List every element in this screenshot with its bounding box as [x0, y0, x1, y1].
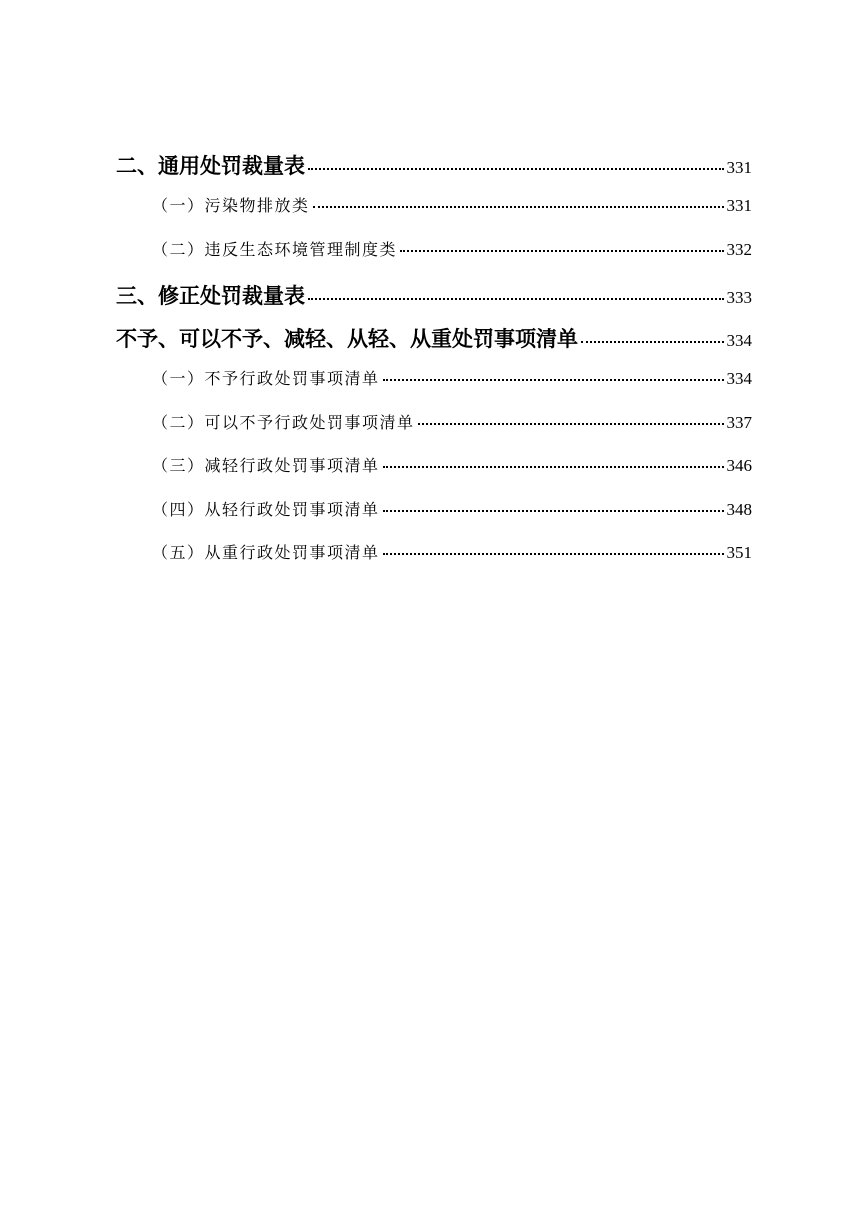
- toc-entry-mitigated-penalty-list[interactable]: [116, 453, 752, 497]
- toc-entry-title: 二、通用处罚裁量表: [116, 153, 305, 178]
- toc-entry-page-number: 337: [726, 412, 752, 432]
- toc-entry-management-violation[interactable]: [116, 237, 752, 281]
- toc-dot-leader: [383, 466, 724, 468]
- toc-entry-page-number: 333: [726, 288, 752, 307]
- toc-entry-page-number: 331: [726, 158, 752, 177]
- toc-entry-title: （一）不予行政处罚事项清单: [152, 369, 380, 388]
- toc-entry-title: （五）从重行政处罚事项清单: [152, 543, 380, 562]
- toc-dot-leader: [313, 206, 724, 208]
- toc-entry-page-number: 331: [726, 196, 752, 215]
- toc-entry-page-number: 346: [726, 456, 752, 475]
- toc-entry-title: （四）从轻行政处罚事项清单: [152, 499, 380, 519]
- toc-entry-page-number: 332: [726, 239, 752, 259]
- toc-entry-lighter-penalty-list[interactable]: [116, 497, 752, 541]
- toc-dot-leader: [383, 510, 724, 512]
- toc-entry-title: （一）污染物排放类: [152, 196, 310, 215]
- toc-dot-leader: [308, 168, 724, 170]
- toc-entry-title: （二）可以不予行政处罚事项清单: [152, 412, 415, 432]
- toc-entry-page-number: 334: [726, 331, 752, 350]
- toc-entry-title: （二）违反生态环境管理制度类: [152, 239, 398, 259]
- toc-entry-optional-no-penalty-list[interactable]: [116, 410, 752, 454]
- toc-dot-leader: [383, 379, 724, 381]
- toc-entry-general-penalty-table[interactable]: [116, 150, 752, 193]
- toc-entry-revised-penalty-table[interactable]: [116, 280, 752, 323]
- toc-entry-heavier-penalty-list[interactable]: [116, 540, 752, 584]
- toc-entry-penalty-items-list[interactable]: [116, 323, 752, 366]
- toc-dot-leader: [400, 250, 723, 252]
- toc-entry-title: 三、修正处罚裁量表: [116, 283, 305, 308]
- toc-dot-leader: [308, 298, 724, 300]
- toc-entry-title: 不予、可以不予、减轻、从轻、从重处罚事项清单: [116, 326, 578, 351]
- toc-entry-pollutant-discharge[interactable]: [116, 193, 752, 237]
- toc-entry-page-number: 351: [726, 543, 752, 562]
- toc-entry-page-number: 334: [726, 369, 752, 388]
- toc-dot-leader: [581, 341, 724, 343]
- toc-entry-no-penalty-list[interactable]: [116, 366, 752, 410]
- toc-dot-leader: [383, 553, 724, 555]
- toc-entry-page-number: 348: [726, 499, 752, 519]
- table-of-contents: [116, 150, 752, 584]
- toc-entry-title: （三）减轻行政处罚事项清单: [152, 456, 380, 475]
- toc-dot-leader: [418, 423, 724, 425]
